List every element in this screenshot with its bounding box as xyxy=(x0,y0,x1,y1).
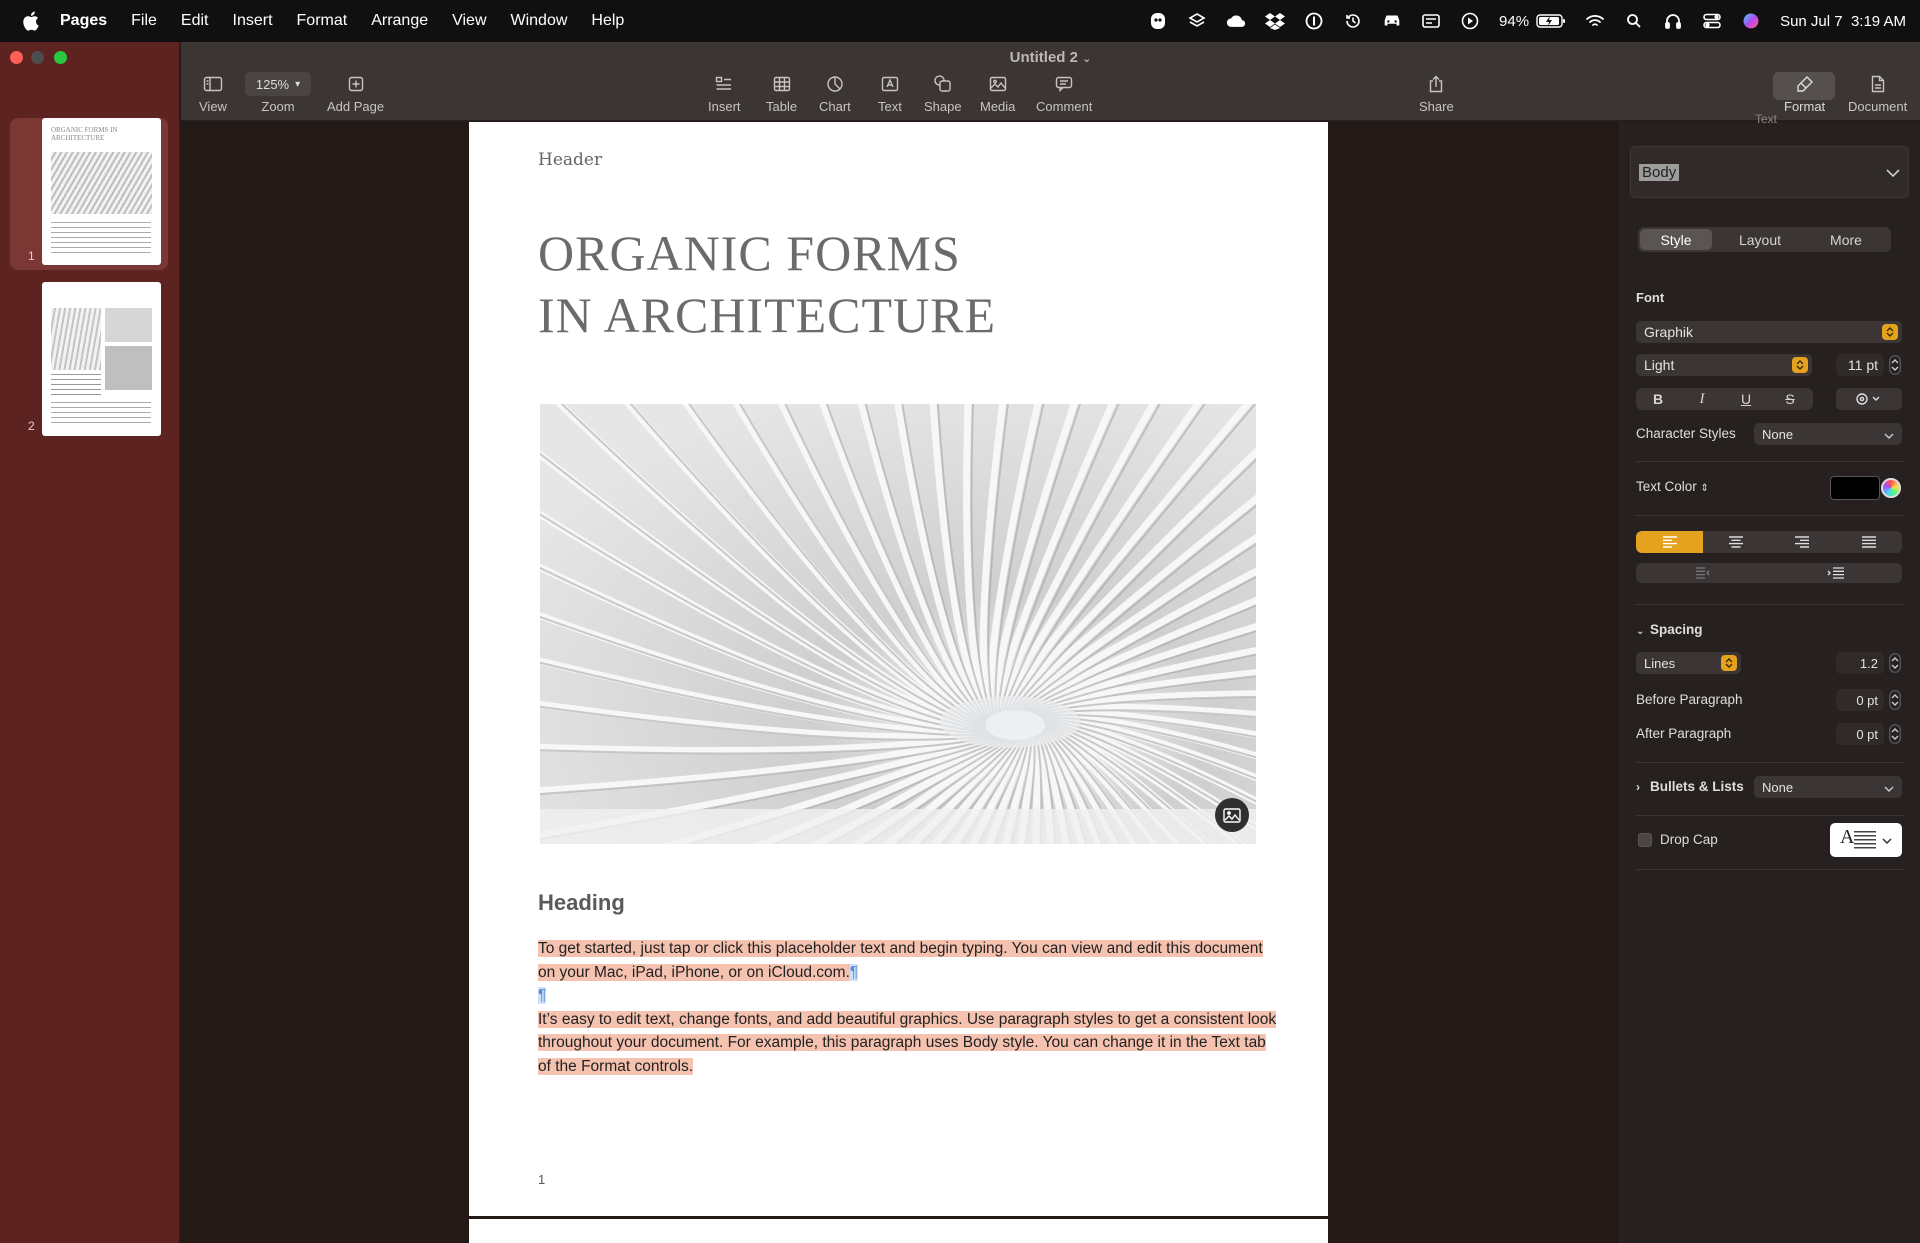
paragraph-1-text: To get started, just tap or click this placeholder text and begin typing. You can view and edit this document on your Mac, iPad, iPhone, or on iCloud.com. xyxy=(538,940,1263,981)
character-styles-dropdown[interactable]: None xyxy=(1754,423,1902,445)
chart-button[interactable]: Chart xyxy=(819,72,851,114)
chevron-right-icon: › xyxy=(1636,780,1640,794)
zoom-control[interactable]: 125% ▾ Zoom xyxy=(245,72,311,114)
inspector-tabs xyxy=(1638,227,1891,252)
pilcrow-mark: ¶ xyxy=(538,987,547,1004)
shape-button[interactable]: Shape xyxy=(924,72,962,114)
photo-icon xyxy=(989,72,1007,96)
align-left-button[interactable] xyxy=(1636,531,1703,553)
justify-icon xyxy=(1861,536,1877,548)
zoom-dropdown[interactable]: 125% ▾ xyxy=(245,72,311,96)
text-box-icon xyxy=(881,72,899,96)
time-machine-icon[interactable] xyxy=(1343,11,1363,31)
menu-bar xyxy=(0,0,1920,42)
document-canvas xyxy=(181,122,1616,1243)
battery-icon[interactable] xyxy=(1536,11,1566,31)
text-style-buttons xyxy=(1636,388,1813,410)
line-spacing-field[interactable]: 1.2 xyxy=(1836,652,1884,674)
thumbnail-text-lines xyxy=(51,402,151,424)
divider xyxy=(1636,515,1904,516)
thumbnail-image-left xyxy=(51,308,101,370)
inspector-tab-text-partial[interactable]: Text xyxy=(1755,112,1778,126)
advanced-text-options-button[interactable] xyxy=(1836,388,1902,410)
sidebar-icon xyxy=(203,72,223,96)
toolbar xyxy=(181,42,1920,121)
line-spacing-stepper[interactable] xyxy=(1889,653,1901,673)
document-title[interactable]: Untitled 2 ⌄ xyxy=(1009,49,1092,66)
text-color-well[interactable] xyxy=(1830,476,1880,500)
increase-indent-icon xyxy=(1827,567,1845,579)
shape-icon xyxy=(934,72,952,96)
align-right-icon xyxy=(1794,536,1810,548)
paragraph-2[interactable] xyxy=(538,1008,1278,1079)
table-icon xyxy=(773,72,791,96)
menu-app-pages[interactable]: Pages xyxy=(60,12,108,29)
divider xyxy=(1636,869,1904,870)
format-button[interactable]: Format xyxy=(1784,72,1825,114)
text-color-label[interactable]: Text Color ⇕ xyxy=(1636,479,1709,494)
align-left-icon xyxy=(1662,536,1678,548)
insert-list-icon xyxy=(715,72,733,96)
share-icon xyxy=(1428,72,1444,96)
font-weight-dropdown[interactable]: Light xyxy=(1636,354,1812,376)
indent-buttons xyxy=(1636,563,1902,583)
layers-icon[interactable] xyxy=(1187,11,1207,31)
password-manager-icon[interactable] xyxy=(1304,11,1324,31)
divider xyxy=(1636,762,1904,763)
menu-help[interactable]: Help xyxy=(591,12,625,29)
after-paragraph-stepper[interactable] xyxy=(1889,724,1901,744)
wifi-icon[interactable] xyxy=(1585,11,1605,31)
menubar-clock[interactable]: Sun Jul 7 3:19 AM xyxy=(1780,12,1906,30)
divider xyxy=(1636,815,1904,816)
thumbnail-image-bottom-right xyxy=(105,346,152,390)
add-page-button[interactable]: Add Page xyxy=(327,72,384,114)
menu-file[interactable]: File xyxy=(131,12,157,29)
font-section-label: Font xyxy=(1636,290,1665,305)
document-title-text[interactable]: ORGANIC FORMS IN ARCHITECTURE xyxy=(538,225,997,343)
drop-cap-label: Drop Cap xyxy=(1660,832,1718,847)
chevron-down-icon xyxy=(1884,779,1894,795)
bullets-lists-dropdown[interactable]: None xyxy=(1754,776,1902,798)
drop-cap-checkbox[interactable] xyxy=(1638,833,1652,847)
font-family-dropdown[interactable]: Graphik xyxy=(1636,321,1902,343)
drop-cap-preview: A xyxy=(1840,828,1876,852)
empty-paragraph[interactable] xyxy=(538,984,1278,1008)
thumbnail-page-2-number: 2 xyxy=(28,419,35,433)
up-down-arrows-icon xyxy=(1721,655,1737,671)
control-center-icon[interactable] xyxy=(1702,11,1722,31)
color-picker-icon[interactable] xyxy=(1881,478,1901,498)
media-button[interactable]: Media xyxy=(980,72,1015,114)
up-down-arrows-icon: ⇕ xyxy=(1700,483,1709,494)
thumbnail-image-top-right xyxy=(105,308,152,342)
before-paragraph-stepper[interactable] xyxy=(1889,690,1901,710)
chevron-down-icon xyxy=(1882,831,1892,849)
card-icon[interactable] xyxy=(1421,11,1441,31)
spacing-mode-dropdown[interactable]: Lines xyxy=(1636,652,1741,674)
before-paragraph-field[interactable]: 0 pt xyxy=(1836,689,1884,711)
paragraph-style-value: Body xyxy=(1639,164,1679,181)
body-text[interactable] xyxy=(538,937,1278,1078)
before-paragraph-label: Before Paragraph xyxy=(1636,692,1743,707)
car-icon[interactable] xyxy=(1382,11,1402,31)
table-button[interactable]: Table xyxy=(766,72,797,114)
document-icon xyxy=(1871,72,1885,96)
up-down-arrows-icon xyxy=(1882,324,1898,340)
play-circle-icon[interactable] xyxy=(1460,11,1480,31)
apple-menu-icon[interactable] xyxy=(0,11,60,31)
paintbrush-icon xyxy=(1796,72,1814,96)
align-center-button[interactable] xyxy=(1703,531,1769,553)
divider xyxy=(1636,461,1904,462)
dropbox-icon[interactable] xyxy=(1265,11,1285,31)
thumbnail-text-lines xyxy=(51,222,151,256)
thumbnail-text-lines xyxy=(51,374,101,396)
decrease-indent-icon xyxy=(1695,567,1711,579)
bullets-lists-disclosure[interactable]: › Bullets & Lists xyxy=(1636,779,1744,794)
document-page-2[interactable] xyxy=(469,1219,1328,1243)
creative-cloud-icon[interactable] xyxy=(1226,11,1246,31)
plus-square-icon xyxy=(348,72,364,96)
headphones-icon[interactable] xyxy=(1663,11,1683,31)
tab-more[interactable]: More xyxy=(1830,231,1862,248)
paragraph-1[interactable] xyxy=(538,937,1278,984)
battery-percent: 94% xyxy=(1499,12,1530,30)
hero-image[interactable] xyxy=(540,404,1256,844)
view-button[interactable]: View xyxy=(199,72,227,114)
menu-arrange[interactable]: Arrange xyxy=(371,12,429,29)
thumbnail-page-1-number: 1 xyxy=(28,249,35,263)
page-number: 1 xyxy=(538,1172,546,1187)
underline-button[interactable]: U xyxy=(1740,391,1752,407)
justify-button[interactable] xyxy=(1835,531,1902,553)
divider xyxy=(1636,604,1904,605)
after-paragraph-label: After Paragraph xyxy=(1636,726,1732,741)
thumbnail-title: ORGANIC FORMS IN ARCHITECTURE xyxy=(51,126,118,142)
spiral-architecture-graphic xyxy=(540,404,1256,844)
replace-image-button[interactable] xyxy=(1215,798,1249,832)
align-center-icon xyxy=(1728,536,1744,548)
increase-indent-button[interactable] xyxy=(1769,563,1902,583)
window-close-button[interactable] xyxy=(10,51,23,64)
menu-window[interactable]: Window xyxy=(510,12,568,29)
document-button[interactable]: Document xyxy=(1848,72,1907,114)
alignment-buttons xyxy=(1636,531,1902,553)
menu-insert[interactable]: Insert xyxy=(232,12,273,29)
share-button[interactable]: Share xyxy=(1419,72,1454,114)
document-page-1[interactable] xyxy=(469,122,1328,1216)
format-inspector xyxy=(1617,112,1920,1243)
chevron-down-icon xyxy=(1886,164,1900,180)
thumbnail-image xyxy=(51,152,152,214)
paragraph-style-dropdown[interactable] xyxy=(1630,146,1909,198)
insert-button[interactable]: Insert xyxy=(708,72,741,114)
strikethrough-button[interactable]: S xyxy=(1785,391,1795,407)
page-header[interactable]: Header xyxy=(538,150,603,170)
chevron-down-icon: ▾ xyxy=(295,78,301,90)
after-paragraph-field[interactable]: 0 pt xyxy=(1836,723,1884,745)
chevron-down-icon xyxy=(1884,426,1894,442)
chevron-down-icon: ⌄ xyxy=(1082,53,1092,65)
status-area xyxy=(1148,0,1906,42)
up-down-arrows-icon xyxy=(1792,357,1808,373)
tab-layout[interactable]: Layout xyxy=(1738,231,1782,248)
character-styles-label: Character Styles xyxy=(1636,426,1736,441)
siri-icon[interactable] xyxy=(1741,11,1761,31)
text-button[interactable]: Text xyxy=(878,72,902,114)
paragraph-2-text: It’s easy to edit text, change fonts, and add beautiful graphics. Use paragraph styles to get a consistent look throughout your document. For example, this paragraph uses Body style. You can change it in the Text tab of the Format controls. xyxy=(538,1010,1277,1075)
font-size-field[interactable]: 11 pt xyxy=(1836,354,1884,376)
decrease-indent-button[interactable] xyxy=(1636,563,1769,583)
spotlight-search-icon[interactable] xyxy=(1624,11,1644,31)
menu-edit[interactable]: Edit xyxy=(180,12,209,29)
comment-icon xyxy=(1055,72,1073,96)
menu-format[interactable]: Format xyxy=(296,12,348,29)
thumbnail-page-2[interactable] xyxy=(42,282,161,436)
thumbnail-page-1[interactable] xyxy=(42,118,161,265)
italic-button[interactable]: I xyxy=(1699,390,1705,407)
comment-button[interactable]: Comment xyxy=(1036,72,1092,114)
font-size-stepper[interactable] xyxy=(1889,355,1901,375)
section-heading[interactable]: Heading xyxy=(538,890,625,915)
window-zoom-button[interactable] xyxy=(54,51,67,64)
window-minimize-button[interactable] xyxy=(31,51,44,64)
tab-style[interactable]: Style xyxy=(1640,229,1712,250)
menu-view[interactable]: View xyxy=(452,12,487,29)
drop-cap-style-button[interactable] xyxy=(1830,823,1902,857)
spacing-disclosure[interactable]: ⌄ Spacing xyxy=(1636,622,1703,637)
align-right-button[interactable] xyxy=(1769,531,1835,553)
pie-chart-icon xyxy=(826,72,844,96)
chevron-down-icon: ⌄ xyxy=(1636,626,1645,637)
ghost-app-icon[interactable] xyxy=(1148,11,1168,31)
gear-chevron-icon xyxy=(1855,392,1883,406)
bold-button[interactable]: B xyxy=(1652,391,1664,407)
pilcrow-mark: ¶ xyxy=(849,963,859,981)
image-icon xyxy=(1223,808,1241,823)
